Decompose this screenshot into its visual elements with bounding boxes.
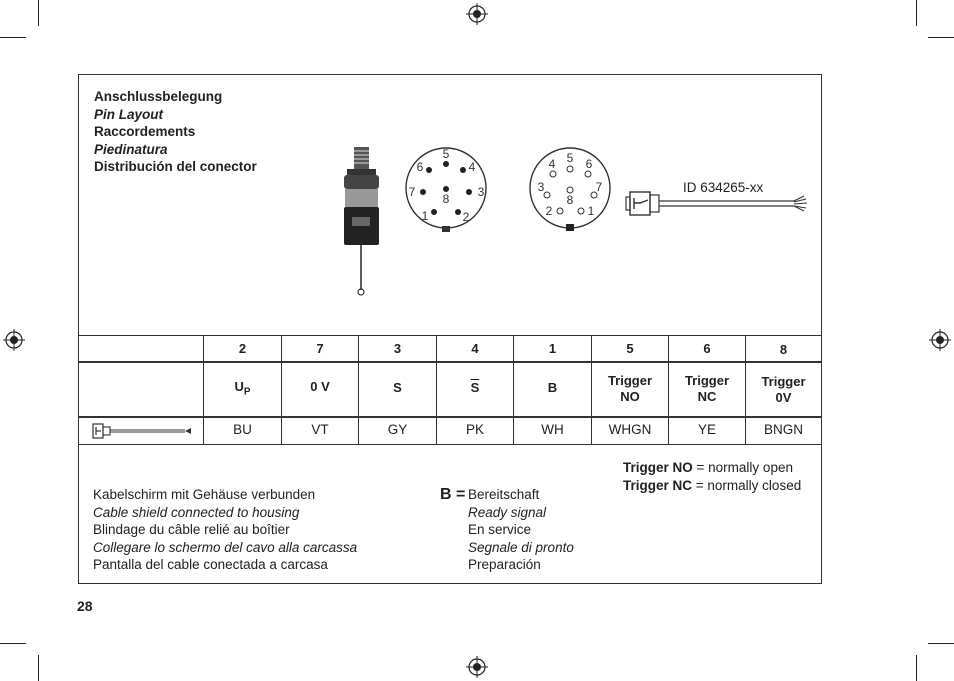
heading-it: Piedinatura: [94, 141, 168, 157]
female-pin-label: 8: [566, 193, 574, 207]
table-divider: [79, 361, 821, 363]
heading-fr: Raccordements: [94, 124, 196, 139]
female-pin-label: 7: [595, 180, 603, 194]
b-label: B =: [440, 486, 466, 503]
table-pin-cell: 1: [548, 341, 557, 356]
signal-line: 0V: [775, 390, 792, 405]
female-pin-label: 6: [585, 157, 593, 171]
registration-mark-icon: [929, 329, 951, 351]
heading-de: Anschlussbelegung: [94, 89, 223, 104]
table-signal-cell: [204, 379, 281, 401]
table-color-cell: WH: [541, 422, 564, 437]
table-color-cell: GY: [387, 422, 408, 437]
male-pin-label: 3: [477, 185, 485, 199]
trigger-notes: [623, 459, 801, 494]
shield-notes: [93, 486, 357, 574]
b-note-es: Preparación: [468, 557, 541, 572]
male-pin-label: 6: [416, 160, 424, 174]
female-pin-label: 5: [566, 151, 574, 165]
probe-illustration: [337, 145, 387, 297]
table-pin-cell: 2: [238, 341, 247, 356]
shield-note-es: Pantalla del cable conectada a carcasa: [93, 557, 328, 572]
signal-line: NO: [620, 389, 640, 404]
table-color-cell: BNGN: [763, 422, 803, 437]
heading-en: Pin Layout: [94, 106, 164, 122]
signal-up-label: U: [234, 379, 244, 394]
signal-line: Trigger: [607, 373, 653, 388]
signal-up-subscript: P: [243, 386, 251, 398]
page-number: 28: [77, 598, 93, 614]
table-color-cell: PK: [465, 422, 484, 437]
table-signal-cell: S: [393, 380, 402, 395]
registration-mark-icon: [466, 656, 488, 678]
table-pin-cell: 7: [316, 341, 324, 356]
male-pin-label: 7: [408, 185, 416, 199]
signal-line: NC: [697, 389, 717, 404]
crop-mark: [928, 37, 954, 38]
trigger-nc-label: Trigger NC: [623, 477, 693, 493]
b-note-en: Ready signal: [468, 504, 547, 520]
table-color-cell: WHGN: [608, 422, 652, 437]
table-pin-cell: 6: [703, 341, 711, 356]
table-divider: [79, 335, 821, 336]
crop-mark: [916, 0, 917, 26]
table-divider: [79, 416, 821, 418]
male-pin-label: 5: [442, 147, 450, 161]
table-signal-cell: $\overline{S}$: [470, 380, 480, 395]
female-pin-label: 2: [545, 204, 553, 218]
table-divider: [79, 444, 821, 445]
male-pin-label: 4: [468, 160, 476, 174]
shield-note-en: Cable shield connected to housing: [93, 504, 300, 520]
table-color-cell: BU: [233, 422, 252, 437]
pin-layout-frame: [78, 74, 822, 584]
female-pin-label: 1: [587, 204, 595, 218]
shield-note-fr: Blindage du câble relié au boîtier: [93, 522, 290, 537]
b-notes: [468, 486, 574, 574]
female-pin-label: 3: [537, 180, 545, 194]
female-pin-label: 4: [548, 157, 556, 171]
male-pin-label: 1: [421, 209, 429, 223]
signal-line: Trigger: [761, 374, 806, 389]
b-note-it: Segnale di pronto: [468, 539, 574, 555]
trigger-no-text: = normally open: [696, 460, 793, 475]
table-pin-cell: 8: [779, 342, 788, 357]
heading-block: [94, 88, 257, 176]
table-pin-cell: 3: [393, 341, 402, 356]
heading-es: Distribución del conector: [94, 159, 257, 174]
table-pin-cell: 5: [626, 341, 634, 356]
male-pin-label: 2: [462, 210, 470, 224]
table-color-cell: YE: [697, 422, 716, 437]
b-note-fr: En service: [468, 522, 532, 537]
table-signal-cell: [746, 374, 821, 406]
crop-mark: [0, 643, 26, 644]
connector-male-pinout: [401, 143, 491, 233]
cable-id-label: ID 634265-xx: [683, 180, 764, 195]
table-pin-cell: 4: [471, 341, 479, 356]
male-pin-label: 8: [442, 192, 450, 206]
table-signal-cell: B: [547, 380, 558, 395]
table-signal-cell: [669, 373, 745, 405]
trigger-nc-text: = normally closed: [695, 477, 802, 493]
table-color-cell: VT: [311, 422, 329, 437]
crop-mark: [38, 655, 39, 681]
shield-note-de: Kabelschirm mit Gehäuse verbunden: [93, 487, 316, 502]
crop-mark: [928, 643, 954, 644]
registration-mark-icon: [466, 3, 488, 25]
b-note-de: Bereitschaft: [468, 487, 540, 502]
shield-note-it: Collegare lo schermo del cavo alla carcassa: [93, 539, 358, 555]
table-signal-cell: 0 V: [310, 379, 330, 394]
connector-female-pinout: [525, 141, 615, 235]
crop-mark: [0, 37, 26, 38]
signal-line: Trigger: [684, 373, 730, 388]
crop-mark: [916, 655, 917, 681]
trigger-no-label: Trigger NO: [623, 460, 693, 475]
registration-mark-icon: [3, 329, 25, 351]
crop-mark: [38, 0, 39, 26]
cable-wire-icon: [89, 420, 195, 442]
table-signal-cell: [592, 373, 668, 405]
